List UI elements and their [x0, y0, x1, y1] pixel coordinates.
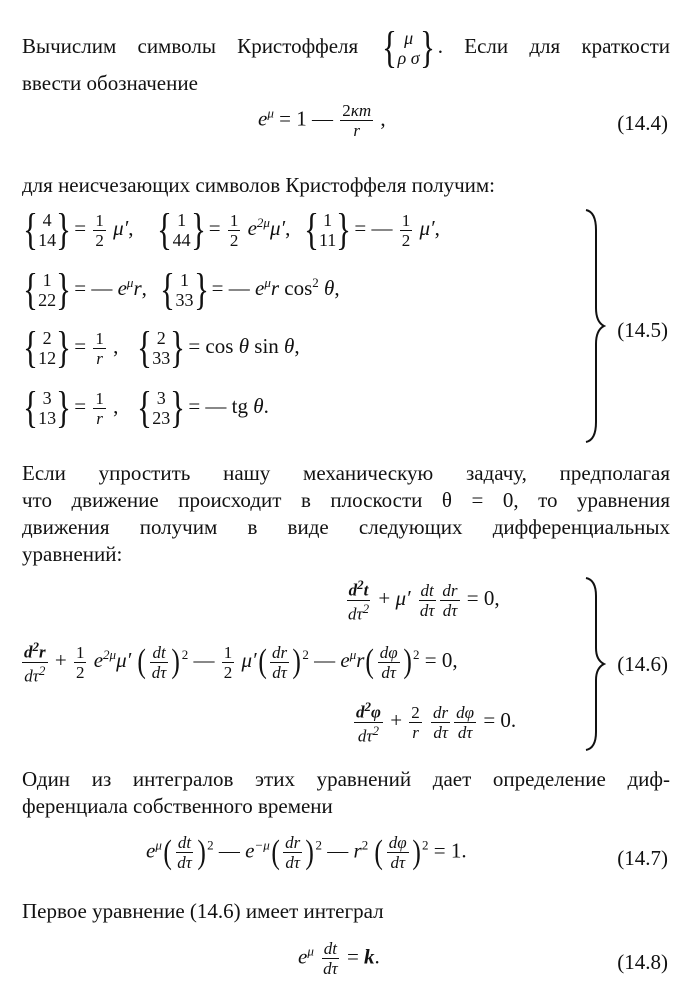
equation-14-5-row-3: { 2 12 } = $\frac{1}{r}$ , { 2 33 } = cos θ sin θ, [23, 323, 300, 372]
equation-14-5-row-1: { 4 14 } = $\frac{1}{2}$ μ′, { 1 44 } = $\frac{1}{2}$ $e^{2\mu}\mu'$, { 1 11 } = — $\frac{1}{2}$ μ′, [23, 205, 440, 254]
equation-14-8: $e^\mu$ $\frac{dt}{d\tau}$ = k. [298, 939, 380, 978]
christoffel-symbol: { μ ρ σ } [382, 23, 435, 72]
equation-14-6-row-3: $\frac{d^2\varphi}{d\tau^2}$ + $\frac{2}{r}$ $\frac{dr}{d\tau}$ $\frac{d\varphi}{d\tau}$ = 0. [356, 699, 517, 746]
text-first-equation: Первое уравнение (14.6) имеет интеграл [22, 899, 384, 923]
equation-number-14-7: (14.7) [617, 846, 668, 870]
intro-line-2: ввести обозначение [22, 71, 198, 95]
paragraph-simplify: Если упростить нашу механическую задачу, предполагая что движение происходит в плоскости θ = 0, то уравнения движения получим в виде следующих дифференциальных уравнений: [22, 461, 670, 566]
paragraph-integral: Один из интегралов этих уравнений дает определение диф- ференциала собственного времени [22, 767, 670, 818]
right-brace-14-5 [582, 208, 606, 444]
equation-14-5-row-4: { 3 13 } = $\frac{1}{r}$ , { 3 23 } = — tg θ. [23, 383, 269, 432]
equation-number-14-5: (14.5) [617, 318, 668, 342]
text-nonvanishing: для неисчезающих символов Кристоффеля получим: [22, 173, 495, 197]
equation-14-7: $e^\mu$( $\frac{dt}{d\tau}$ )$^2$ — $e^{-\mu}$( $\frac{dr}{d\tau}$ )$^2$ — $r^2$ ( $\frac{d\varphi}{d\tau}$ )$^2$ = 1. [146, 833, 467, 872]
equation-number-14-8: (14.8) [617, 950, 668, 974]
equation-number-14-6: (14.6) [617, 652, 668, 676]
equation-14-6-row-1: $\frac{d^2t}{d\tau^2}$ + μ′ $\frac{dt}{d\tau}$ $\frac{dr}{d\tau}$ = 0, [348, 577, 500, 624]
intro-line-1: Вычислим символы Кристоффеля { μ ρ σ } . Если для краткости [22, 23, 671, 72]
intro-paragraph [22, 23, 671, 97]
right-brace-14-6 [582, 576, 606, 752]
equation-14-5-row-2: { 1 22 } = — $e^\mu r$, { 1 33 } = — $e^\mu r$ $\cos^2 \theta$, [23, 265, 340, 314]
equation-14-6-row-2: $\frac{d^2r}{d\tau^2}$ + $\frac{1}{2}$ $e^{2\mu}\mu'$ ( $\frac{dt}{d\tau}$ )$^2$ — $\frac{1}{2}$ μ′( $\frac{dr}{d\tau}$ )$^2$ — $e^\mu r$( $\frac{d\varphi}{d\tau}$ )$^2$ = 0, [24, 639, 458, 686]
equation-14-4: $e^\mu = 1$ — $\frac{2\kappa m}{r}$ , [258, 101, 386, 140]
equation-number-14-4: (14.4) [617, 111, 668, 135]
